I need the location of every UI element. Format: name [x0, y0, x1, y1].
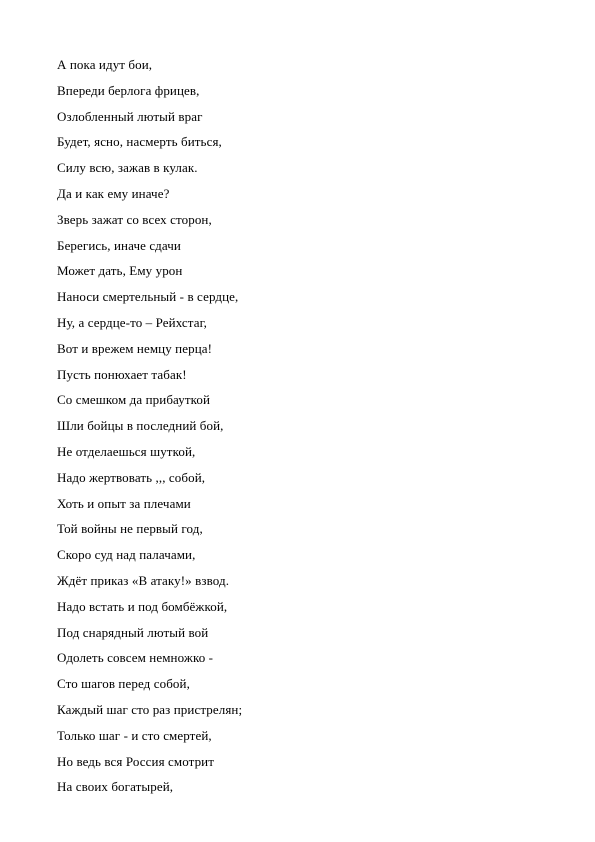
- poem-line: Сто шагов перед собой,: [57, 676, 190, 692]
- poem-line: Будет, ясно, насмерть биться,: [57, 134, 222, 150]
- poem-line: Со смешком да прибауткой: [57, 392, 211, 408]
- poem-line: Шли бойцы в последний бой,: [57, 418, 224, 434]
- poem-line: А пока идут бои,: [57, 57, 153, 72]
- poem-line: Озлобленный лютый враг: [57, 108, 203, 124]
- poem-line: Только шаг - и сто смертей,: [57, 727, 212, 743]
- poem-line: Под снарядный лютый вой: [57, 624, 209, 640]
- poem-line: Скоро суд над палачами,: [57, 547, 196, 563]
- poem-line: Впереди берлога фрицев,: [57, 82, 200, 98]
- poem-line: Одолеть совсем немножко -: [57, 650, 214, 666]
- poem-line: Вот и врежем немцу перца!: [57, 340, 213, 356]
- poem-text: [57, 52, 537, 800]
- poem-line: На своих богатырей,: [57, 779, 174, 795]
- poem-line: Берегись, иначе сдачи: [57, 237, 181, 253]
- poem-line: Не отделаешься шуткой,: [57, 443, 196, 459]
- poem-line: Ну, а сердце-то – Рейхстаг,: [57, 314, 207, 330]
- poem-line: Надо жертвовать ,,, собой,: [57, 469, 206, 485]
- poem-line: Зверь зажат со всех сторон,: [57, 211, 212, 227]
- poem-line: Той войны не первый год,: [57, 521, 203, 537]
- poem-line: Наноси смертельный - в сердце,: [57, 289, 239, 305]
- poem-line: Пусть понюхает табак!: [57, 366, 187, 382]
- poem-line: Да и как ему иначе?: [57, 185, 170, 201]
- poem-line: Ждёт приказ «В атаку!» взвод.: [57, 572, 230, 588]
- poem-line: Каждый шаг сто раз пристрелян;: [57, 701, 243, 717]
- poem-line: Силу всю, зажав в кулак.: [57, 160, 198, 176]
- poem-line: Может дать, Ему урон: [57, 263, 183, 279]
- poem-line: Хоть и опыт за плечами: [57, 495, 191, 511]
- poem-line: Надо встать и под бомбёжкой,: [57, 598, 228, 614]
- poem-line: Но ведь вся Россия смотрит: [57, 753, 215, 769]
